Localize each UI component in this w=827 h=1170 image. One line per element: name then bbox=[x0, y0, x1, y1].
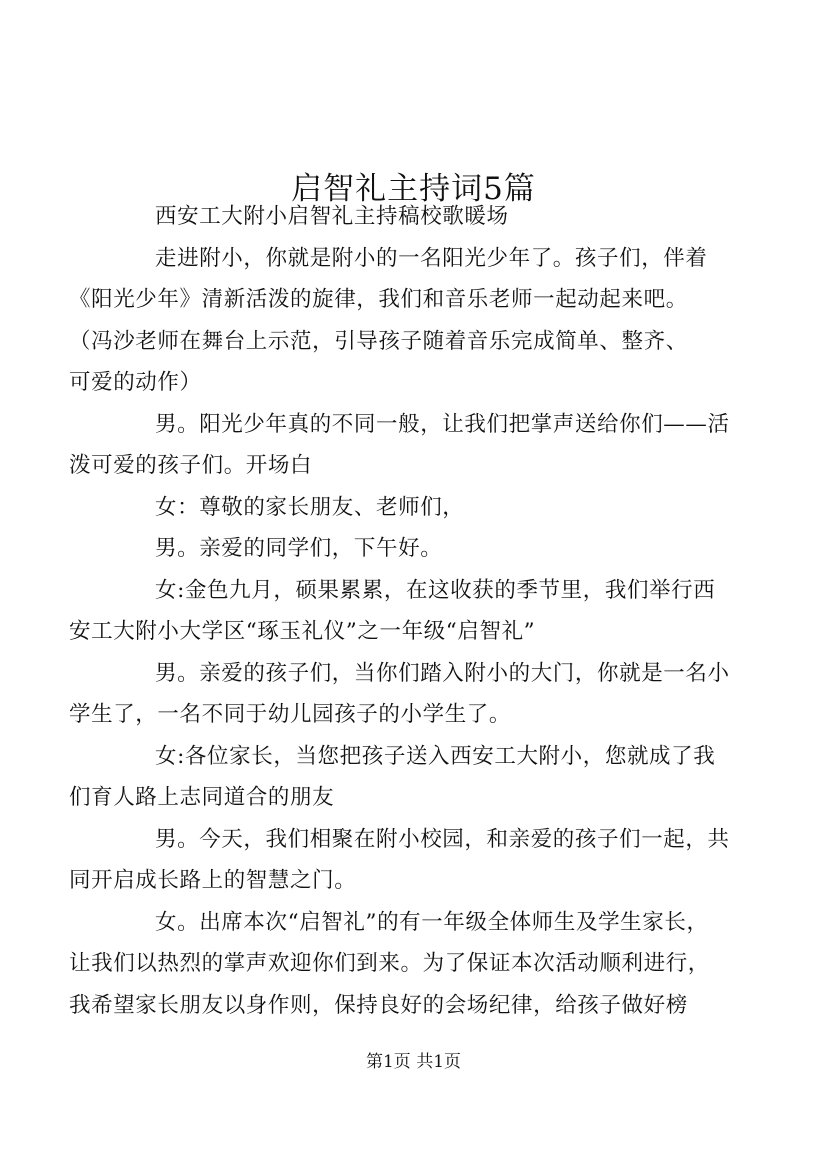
text-line: 《阳光少年》清新活泼的旋律，我们和音乐老师一起动起来吧。 bbox=[69, 287, 688, 312]
document-title: 启智礼主持词5篇 bbox=[291, 170, 536, 207]
text-line: 走进附小，你就是附小的一名阳光少年了。孩子们，伴着 bbox=[155, 245, 708, 271]
text-line: 同开启成长路上的智慧之门。 bbox=[69, 868, 357, 893]
text-line: 泼可爱的孩子们。开场白 bbox=[69, 453, 313, 478]
text-line: 学生了，一名不同于幼儿园孩子的小学生了。 bbox=[69, 702, 512, 727]
paragraph-4 bbox=[112, 487, 744, 529]
paragraph-9 bbox=[69, 819, 744, 902]
text-line: 女:金色九月，硕果累累，在这收获的季节里，我们举行西 bbox=[155, 577, 716, 603]
paragraph-6 bbox=[69, 570, 744, 653]
text-line: 让我们以热烈的掌声欢迎你们到来。为了保证本次活动顺利进行， bbox=[69, 951, 710, 976]
text-line: 女。出席本次“启智礼”的有一年级全体师生及学生家长， bbox=[155, 909, 709, 935]
text-line: 可爱的动作） bbox=[69, 370, 202, 395]
text-line: 们育人路上志同道合的朋友 bbox=[69, 785, 335, 810]
text-line: 男。亲爱的同学们，下午好。 bbox=[155, 536, 443, 561]
paragraph-3 bbox=[69, 404, 744, 487]
text-line: 男。亲爱的孩子们，当你们踏入附小的大门，你就是一名小 bbox=[155, 660, 730, 686]
text-line: 我希望家长朋友以身作则，保持良好的会场纪律，给孩子做好榜 bbox=[69, 992, 688, 1018]
document-body bbox=[69, 196, 744, 1026]
paragraph-8 bbox=[69, 736, 744, 819]
text-line: （冯沙老师在舞台上示范，引导孩子随着音乐完成简单、整齐、 bbox=[69, 328, 688, 354]
text-line: 安工大附小大学区“琢玉礼仪”之一年级“启智礼” bbox=[69, 619, 536, 644]
text-line: 男。今天，我们相聚在附小校园，和亲爱的孩子们一起，共 bbox=[155, 826, 730, 852]
text-line: 西安工大附小启智礼主持稿校歌暖场 bbox=[155, 204, 509, 229]
text-line: 男。阳光少年真的不同一般，让我们把掌声送给你们——活 bbox=[155, 411, 730, 437]
paragraph-1 bbox=[112, 196, 744, 238]
page-footer: 第1页 共1页 bbox=[365, 1052, 462, 1072]
text-line: 女：尊敬的家长朋友、老师们， bbox=[155, 494, 465, 520]
paragraph-10 bbox=[69, 902, 744, 1027]
text-line: 女:各位家长，当您把孩子送入西安工大附小，您就成了我 bbox=[155, 743, 716, 769]
paragraph-2 bbox=[69, 238, 744, 404]
paragraph-5 bbox=[112, 528, 744, 570]
paragraph-7 bbox=[69, 653, 744, 736]
